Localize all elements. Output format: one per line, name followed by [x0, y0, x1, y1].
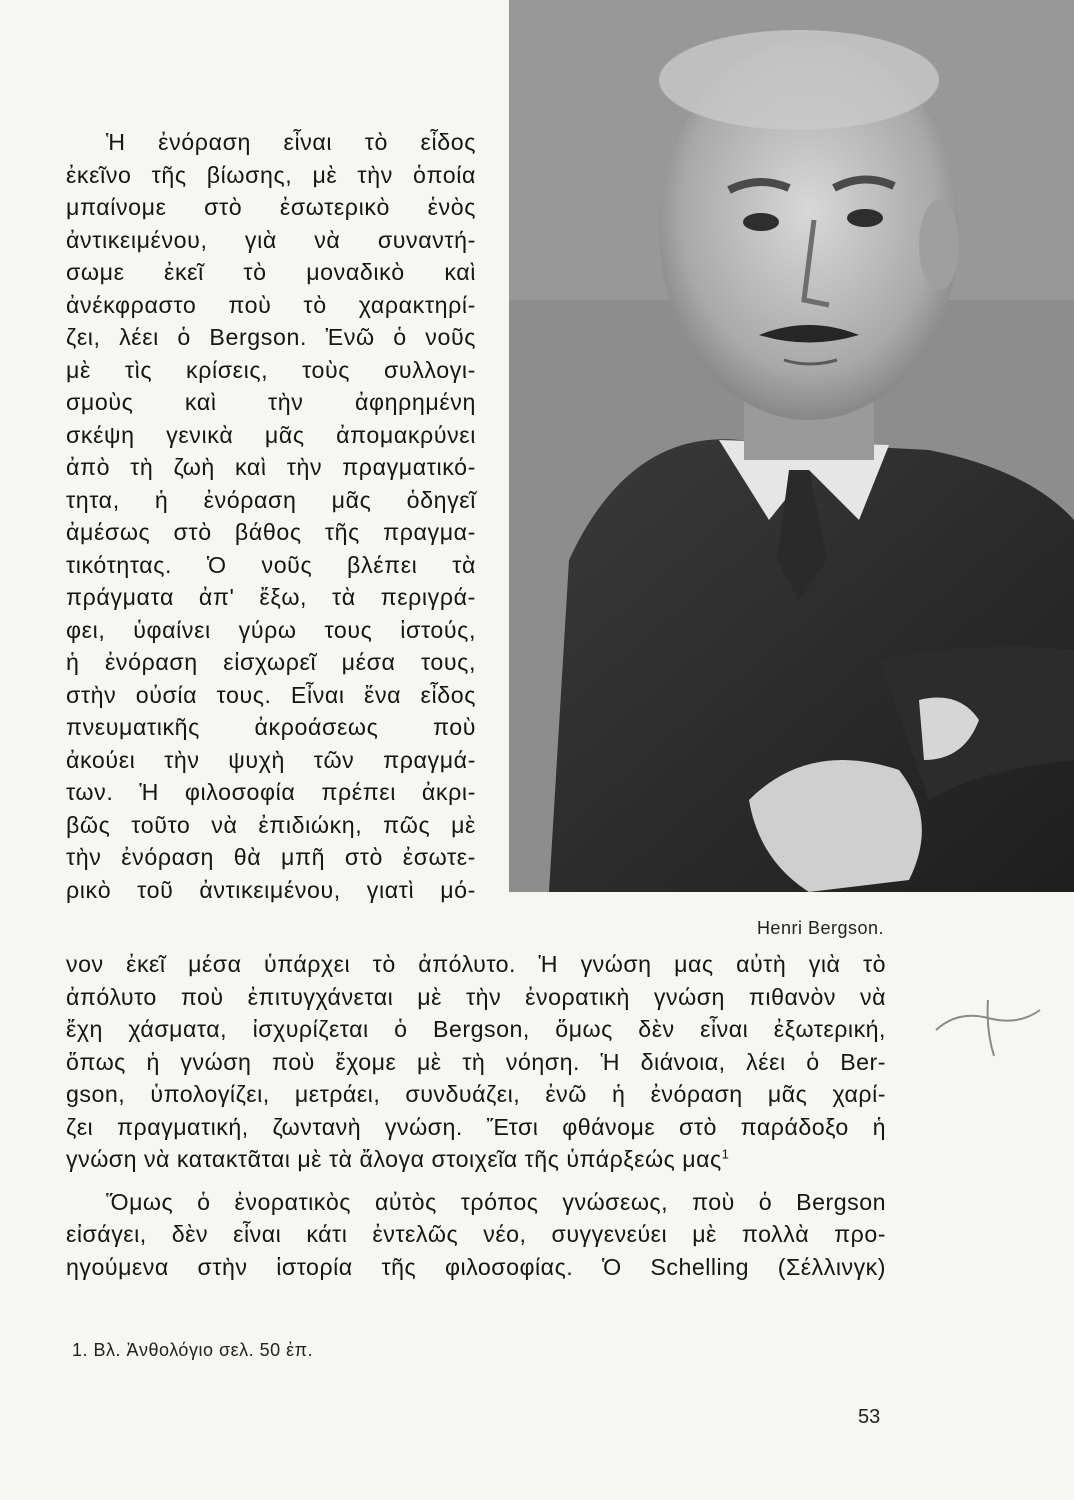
text-line: ζει, λέει ὁ Bergson. Ἐνῶ ὁ νοῦς	[66, 324, 476, 350]
text-line: σωμε ἐκεῖ τὸ μοναδικὸ καὶ	[66, 259, 476, 285]
portrait-illustration	[509, 0, 1074, 892]
text-line: ἀπὸ τὴ ζωὴ καὶ τὴν πραγματικό-	[66, 454, 476, 480]
text-line: φει, ὑφαίνει γύρω τους ἱστούς,	[66, 616, 476, 643]
footnote: 1. Βλ. Ἀνθολόγιο σελ. 50 ἐπ.	[72, 1340, 314, 1360]
text-line: ἡ ἐνόραση εἰσχωρεῖ μέσα τους,	[66, 649, 476, 675]
text-line: πράγματα ἀπ' ἔξω, τὰ περιγρά-	[66, 584, 476, 610]
text-line: Ἡ ἐνόραση εἶναι τὸ εἶδος	[106, 129, 476, 155]
text-line: ἀμέσως στὸ βάθος τῆς πραγμα-	[66, 519, 476, 545]
paragraph-narrow	[66, 126, 476, 906]
paragraph-wide	[66, 948, 886, 1283]
text-line: gson, ὑπολογίζει, μετράει, συνδυάζει, ἐνῶ ἡ ἐνόραση μᾶς χαρί-	[66, 1081, 886, 1107]
text-line: ἀπόλυτο ποὺ ἐπιτυγχάνεται μὲ τὴν ἐνορατικὴ γνώση πιθανὸν νὰ	[66, 983, 886, 1010]
text-line: βῶς τοῦτο νὰ ἐπιδιώκη, πῶς μὲ	[66, 811, 476, 838]
photo-caption: Henri Bergson.	[756, 918, 884, 938]
text-line: μπαίνομε στὸ ἐσωτερικὸ ἑνὸς	[66, 194, 476, 220]
portrait-photo	[509, 0, 1074, 892]
text-line: Ὅμως ὁ ἐνορατικὸς αὐτὸς τρόπος γνώσεως, ποὺ ὁ Bergson	[106, 1188, 886, 1215]
footnote-reference: 1	[721, 1146, 730, 1162]
text-line: τητα, ἡ ἐνόραση μᾶς ὁδηγεῖ	[66, 486, 476, 513]
text-line: ἀντικειμένου, γιὰ νὰ συναντή-	[66, 226, 476, 253]
handwritten-mark	[928, 990, 1048, 1060]
text-line: ἀνέκφραστο ποὺ τὸ χαρακτηρί-	[66, 291, 476, 318]
text-line: εἰσάγει, δὲν εἶναι κάτι ἐντελῶς νέο, συγγενεύει μὲ πολλὰ προ-	[66, 1221, 886, 1247]
text-line: σμοὺς καὶ τὴν ἀφηρημένη	[66, 389, 476, 415]
text-line: τικότητας. Ὁ νοῦς βλέπει τὰ	[66, 551, 476, 578]
text-line: μὲ τὶς κρίσεις, τοὺς συλλογι-	[66, 356, 476, 383]
text-line-content: γνώση νὰ κατακτᾶται μὲ τὰ ἄλογα στοιχεῖα τῆς ὑπάρξεώς μας	[66, 1146, 722, 1172]
text-line: τὴν ἐνόραση θὰ μπῆ στὸ ἐσωτε-	[66, 844, 476, 870]
text-line: ἀκούει τὴν ψυχὴ τῶν πραγμά-	[66, 746, 476, 773]
text-line: πνευματικῆς ἀκροάσεως ποὺ	[66, 714, 476, 740]
text-line: στὴν οὐσία τους. Εἶναι ἕνα εἶδος	[66, 681, 476, 708]
text-line: ὅπως ἡ γνώση ποὺ ἔχομε μὲ τὴ νόηση. Ἡ διάνοια, λέει ὁ Ber-	[66, 1048, 886, 1075]
text-line: ἔχη χάσματα, ἰσχυρίζεται ὁ Bergson, ὅμως δὲν εἶναι ἐξωτερική,	[66, 1016, 886, 1042]
text-line: ρικὸ τοῦ ἀντικειμένου, γιατὶ μό-	[66, 876, 476, 903]
text-line	[66, 1143, 886, 1176]
text-line: ἐκεῖνο τῆς βίωσης, μὲ τὴν ὁποία	[66, 161, 476, 188]
text-line: ζει πραγματική, ζωντανὴ γνώση. Ἔτσι φθάνομε στὸ παράδοξο ἡ	[66, 1113, 886, 1140]
text-line: νον ἐκεῖ μέσα ὑπάρχει τὸ ἀπόλυτο. Ἡ γνώση μας αὐτὴ γιὰ τὸ	[66, 951, 886, 977]
text-line: ηγούμενα στὴν ἱστορία τῆς φιλοσοφίας. Ὁ Schelling (Σέλλινγκ)	[66, 1253, 886, 1280]
text-line: σκέψη γενικὰ μᾶς ἀπομακρύνει	[66, 421, 476, 448]
page-number: 53	[858, 1406, 881, 1428]
text-line: των. Ἡ φιλοσοφία πρέπει ἀκρι-	[66, 779, 476, 805]
